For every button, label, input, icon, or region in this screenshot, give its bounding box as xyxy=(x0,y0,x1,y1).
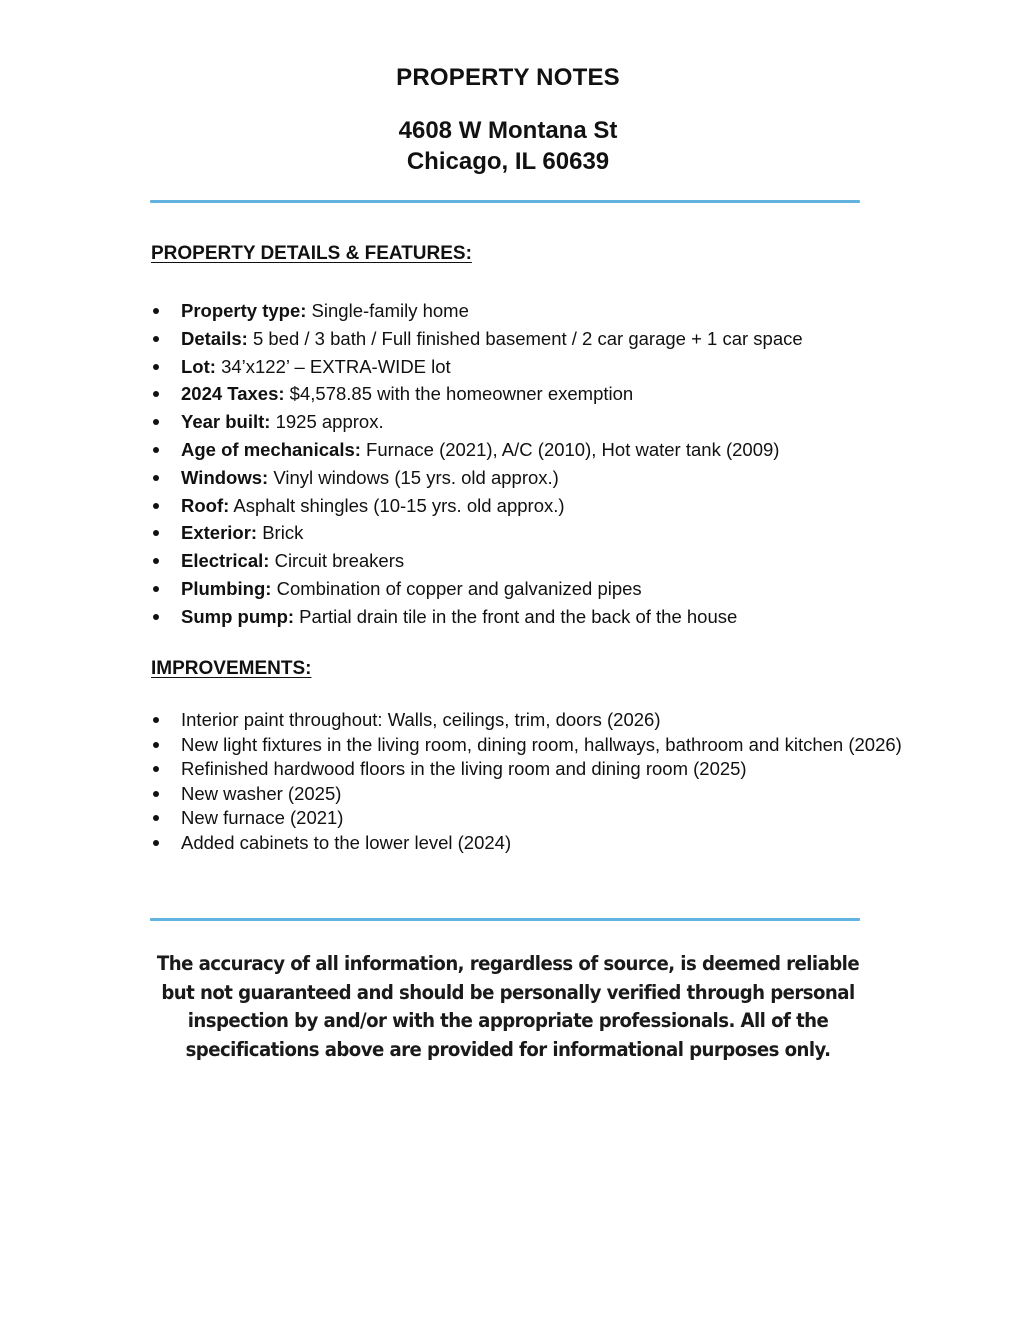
feature-item-exterior xyxy=(151,519,891,547)
feature-item-roof xyxy=(151,492,891,520)
feature-label: Property type: xyxy=(181,300,307,321)
features-heading: PROPERTY DETAILS & FEATURES: xyxy=(151,243,472,264)
feature-value: Circuit breakers xyxy=(269,550,405,572)
feature-value: Brick xyxy=(257,522,304,544)
feature-value: Combination of copper and galvanized pipes xyxy=(271,577,642,599)
feature-value: Furnace (2021), A/C (2010), Hot water tank (2009) xyxy=(360,438,780,460)
address-street: 4608 W Montana St xyxy=(398,117,618,144)
improvement-item: Interior paint throughout: Walls, ceilings, trim, doors (2026) xyxy=(151,708,911,732)
bottom-divider xyxy=(150,918,860,921)
feature-label: Exterior: xyxy=(181,522,258,544)
feature-value: Asphalt shingles (10-15 yrs. old approx.) xyxy=(229,494,565,516)
improvements-list xyxy=(151,708,911,855)
feature-item-windows xyxy=(151,464,891,492)
feature-value: 34’x122’ – EXTRA-WIDE lot xyxy=(215,355,451,377)
feature-label: Age of mechanicals: xyxy=(181,438,361,460)
feature-item-plumbing xyxy=(151,575,891,603)
feature-value: Vinyl windows (15 yrs. old approx.) xyxy=(268,466,559,488)
feature-item-taxes xyxy=(151,380,891,408)
address-city-state-zip: Chicago, IL 60639 xyxy=(406,148,610,175)
feature-label: Roof: xyxy=(181,494,230,516)
feature-item-mechanicals xyxy=(151,436,891,464)
feature-label: Plumbing: xyxy=(181,577,272,599)
feature-label: Sump pump: xyxy=(181,605,295,627)
feature-item-lot xyxy=(151,353,891,381)
feature-label: Electrical: xyxy=(181,550,270,572)
document-title: PROPERTY NOTES xyxy=(396,64,620,91)
feature-value: Single-family home xyxy=(306,300,469,321)
disclaimer-text: The accuracy of all information, regardless of source, is deemed reliable but not guaranteed and should be personally verified through personal inspection by and/or with the appropriate professionals. All of the specifications above are provided for informational purposes only. xyxy=(156,952,860,1062)
feature-label: Year built: xyxy=(181,411,271,433)
feature-value: 1925 approx. xyxy=(270,411,384,433)
improvement-item: New washer (2025) xyxy=(151,782,911,806)
improvement-item: New furnace (2021) xyxy=(151,806,911,830)
feature-label: Details: xyxy=(181,327,248,349)
feature-label: 2024 Taxes: xyxy=(181,383,285,405)
feature-item-electrical xyxy=(151,547,891,575)
feature-label: Windows: xyxy=(181,466,269,488)
improvement-item: Added cabinets to the lower level (2024) xyxy=(151,831,911,855)
improvements-heading: IMPROVEMENTS: xyxy=(151,658,312,679)
feature-value: Partial drain tile in the front and the back of the house xyxy=(294,605,738,627)
feature-label: Lot: xyxy=(181,355,216,377)
feature-item-sump-pump xyxy=(151,603,891,631)
top-divider xyxy=(150,200,860,203)
feature-item-year-built xyxy=(151,408,891,436)
improvement-item: New light fixtures in the living room, dining room, hallways, bathroom and kitchen (2026) xyxy=(151,733,911,757)
feature-item-property-type xyxy=(151,297,891,325)
feature-item-details xyxy=(151,325,891,353)
feature-value: $4,578.85 with the homeowner exemption xyxy=(284,383,634,405)
property-address xyxy=(0,115,1016,177)
improvement-item: Refinished hardwood floors in the living room and dining room (2025) xyxy=(151,757,911,781)
feature-value: 5 bed / 3 bath / Full finished basement / 2 car garage + 1 car space xyxy=(247,327,803,349)
features-list xyxy=(151,297,891,631)
